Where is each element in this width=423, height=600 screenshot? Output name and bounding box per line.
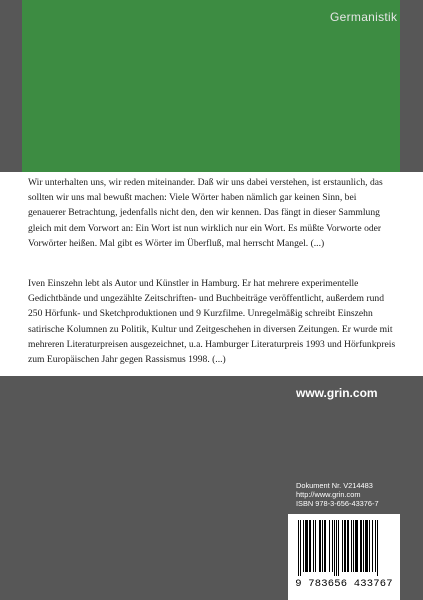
barcode-bar bbox=[329, 520, 330, 572]
barcode-bar bbox=[332, 520, 333, 572]
barcode-bar bbox=[319, 520, 321, 572]
document-url: http://www.grin.com bbox=[296, 490, 361, 499]
isbn: ISBN 978-3-656-43376-7 bbox=[296, 499, 379, 508]
document-number: Dokument Nr. V214483 bbox=[296, 481, 373, 490]
barcode-bar bbox=[324, 520, 326, 572]
barcode-bar bbox=[355, 520, 358, 572]
barcode-bar bbox=[365, 520, 368, 572]
document-info bbox=[296, 481, 379, 508]
barcode-bar bbox=[360, 520, 362, 572]
barcode-bar bbox=[369, 520, 370, 572]
barcode-icon bbox=[297, 520, 391, 576]
barcode-bar bbox=[305, 520, 308, 572]
barcode-bar bbox=[351, 520, 352, 572]
barcode-bar bbox=[334, 520, 335, 576]
barcode-bar bbox=[372, 520, 373, 572]
barcode-bar bbox=[375, 520, 376, 572]
barcode-bar bbox=[342, 520, 343, 572]
barcode bbox=[288, 514, 400, 600]
barcode-bar bbox=[303, 520, 304, 572]
barcode-bar bbox=[377, 520, 378, 576]
barcode-bar bbox=[336, 520, 337, 576]
barcode-bar bbox=[300, 520, 301, 576]
barcode-bar bbox=[338, 520, 339, 576]
barcode-bar bbox=[353, 520, 354, 572]
barcode-bar bbox=[344, 520, 346, 572]
barcode-bar bbox=[363, 520, 364, 572]
blurb-paragraph-2: Iven Einszehn lebt als Autor und Künstler in Hamburg. Er hat mehrere experimentelle Gedichtbände und ungezählte Zeitschriften- und Buchbeiträge veröffentlicht, außerdem rund 250 Hörfunk- und Sketchproduktionen und 9 Kurzfilme. Unregelmäßig schreibt Einszehn satirische Kolumnen zu Politik, Kultur und Zeitgeschehen in diversen Zeitungen. Er wurde mit mehreren Literaturpreisen ausgezeichnet, u.a. Hamburger Literaturpreis 1993 und Hörfunkpreis zum Europäischen Jahr gegen Rassismus 1998. (...) bbox=[28, 278, 396, 366]
barcode-bar bbox=[347, 520, 349, 572]
blurb-panel bbox=[0, 172, 423, 376]
barcode-digits: 9 783656 433767 bbox=[295, 578, 393, 590]
barcode-bar bbox=[322, 520, 323, 572]
publisher-website: www.grin.com bbox=[296, 386, 378, 400]
barcode-bar bbox=[315, 520, 316, 572]
barcode-bar bbox=[298, 520, 299, 576]
blurb-paragraph-1: Wir unterhalten uns, wir reden miteinander. Daß wir uns dabei verstehen, ist erstaunlich, das sollten wir uns mal bewußt machen: Viele Wörter haben nämlich gar keinen Sinn, bei genauerer Betrachtung, jedenfalls nicht den, den wir kennen. Das fängt in dieser Sammlung gleich mit dem Vorwort an: Ein Wort ist nun wirklich nur ein Wort. Es müßte Vorworte oder Vorwörter heißen. Mal gibt es Wörter im Überfluß, mal herrscht Mangel. (...) bbox=[28, 177, 383, 249]
cover-green-panel bbox=[22, 0, 400, 172]
barcode-bar bbox=[313, 520, 314, 572]
category-label: Germanistik bbox=[330, 10, 398, 24]
barcode-bar bbox=[309, 520, 311, 572]
